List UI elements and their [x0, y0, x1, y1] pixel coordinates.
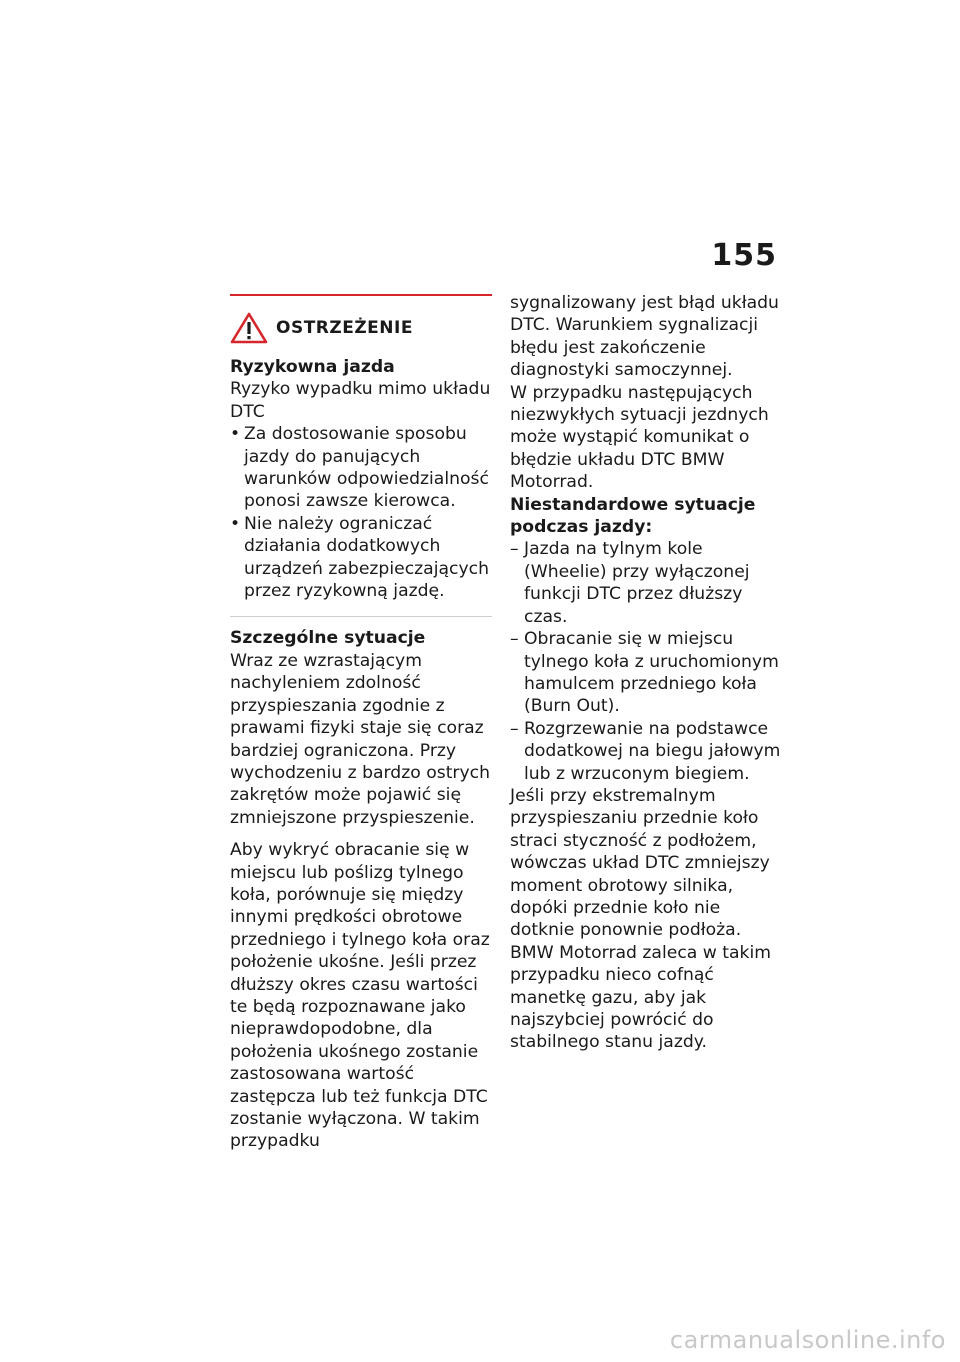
paragraph: Aby wykryć obracanie się w miejscu lub poślizg tylnego koła, porównuje się między innymi prędkości obrotowe przedniego i tylnego koła oraz położenie ukośne. Jeśli przez dłuższy okres czasu wartości te będą rozpoznawane jako nieprawdopodobne, dla położenia ukośnego zostanie zastosowana wartość zastępcza lub też funkcja DTC zostanie wyłączona. W takim przypadku	[230, 840, 490, 1152]
list-item: – Jazda na tylnym kole (Wheelie) przy wyłączonej funkcji DTC przez dłuższy czas.	[510, 538, 782, 628]
section-heading: Niestandardowe sytuacje podczas jazdy:	[510, 494, 756, 538]
right-column	[510, 292, 782, 1054]
watermark: carmanualsonline.info	[669, 1326, 946, 1354]
paragraph: BMW Motorrad zaleca w takim przypadku nieco cofnąć manetkę gazu, aby jak najszybciej powrócić do stabilnego stanu jazdy.	[510, 942, 772, 1053]
paragraph: Wraz ze wzrastającym nachyleniem zdolność przyspieszania zgodnie z prawami fizyki staje się coraz bardziej ograniczona. Przy wychodzeniu z bardzo ostrych zakrętów może pojawić się zmniejszone przyspieszenie.	[230, 650, 491, 828]
warning-text: Ryzyko wypadku mimo układu DTC	[230, 379, 491, 422]
list-item: – Rozgrzewanie na podstawce dodatkowej na biegu jałowym lub z wrzuconym biegiem.	[510, 718, 782, 785]
warning-box	[230, 294, 492, 617]
left-column	[230, 294, 492, 1163]
warning-bullet: • Nie należy ograniczać działania dodatkowych urządzeń zabezpieczających przez ryzykowną jazdę.	[230, 513, 492, 603]
paragraph: Jeśli przy ekstremalnym przyspieszaniu przednie koło straci styczność z podłożem, wówczas układ DTC zmniejszy moment obrotowy silnika, dopóki przednie koło nie dotknie ponownie podłoża.	[510, 785, 770, 941]
page-number: 155	[711, 238, 777, 273]
warning-triangle-icon	[230, 312, 268, 344]
list-item: – Obracanie się w miejscu tylnego koła z uruchomionym hamulcem przedniego koła (Burn Out).	[510, 628, 782, 718]
warning-bullet: • Za dostosowanie sposobu jazdy do panujących warunków odpowiedzialność ponosi zawsze kierowca.	[230, 423, 492, 513]
paragraph: sygnalizowany jest błąd układu DTC. Warunkiem sygnalizacji błędu jest zakończenie diagnostyki samoczynnej.	[510, 293, 779, 381]
warning-title: OSTRZEŻENIE	[276, 317, 413, 338]
paragraph: W przypadku następujących niezwykłych sytuacji jezdnych może wystąpić komunikat o błędzie układu DTC BMW Motorrad.	[510, 382, 769, 493]
dash-list	[510, 538, 782, 784]
warning-header	[230, 312, 492, 344]
warning-bullet-list	[230, 423, 492, 602]
section-heading: Szczególne sytuacje	[230, 628, 426, 649]
warning-subtitle: Ryzykowna jazda	[230, 357, 395, 377]
